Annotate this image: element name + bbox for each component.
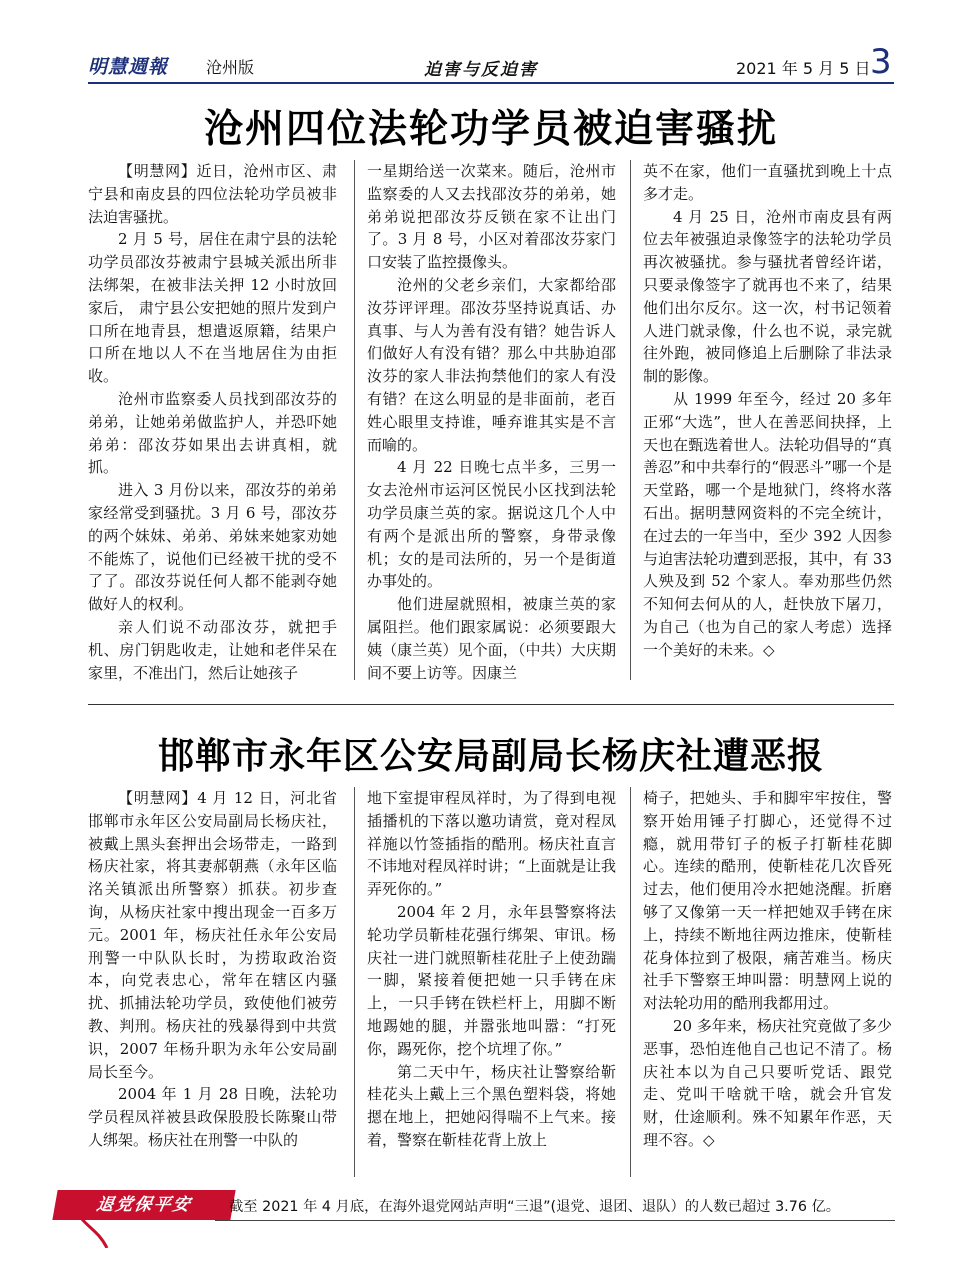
paragraph: 一星期给送一次菜来。随后，沧州市监察委的人又去找邵汝芬的弟弟，她弟弟说把邵汝芬反锁在家不让出门了。3 月 8 号，小区对着邵汝芬家门口安装了监控摄像头。 [367, 162, 616, 272]
article-separator [88, 704, 894, 705]
paragraph: 亲人们说不动邵汝芬，就把手机、房门钥匙收走，让她和老伴呆在家里，不准出门，然后让她孩子 [88, 617, 337, 682]
paragraph: 2 月 5 号，居住在肃宁县的法轮功学员邵汝芬被肃宁县城关派出所非法绑架，在被非法关押 12 小时放回家后， 肃宁县公安把她的照片发到户口所在地青县，想遣返原籍，结果户口所在地以人不在当地居住为由拒收。 [88, 230, 337, 386]
issue-date: 2021 年 5 月 5 日 [736, 59, 871, 78]
footer-notice: 截至 2021 年 4 月底，在海外退党网站声明“三退”(退党、退团、退队）的人数已超过 3.76 亿。 [229, 1199, 841, 1215]
paragraph: 20 多年来，杨庆社究竟做了多少恶事，恐怕连他自己也记不清了。杨庆社本以为自己只要听党话、跟党走、党叫干啥就干啥，就会升官发财，仕途顺利。殊不知累年作恶，天理不容。◇ [643, 1016, 892, 1149]
page-number: 3 [870, 42, 892, 82]
quit-party-badge: 退党保平安 [52, 1190, 235, 1220]
paragraph: 【明慧网】近日，沧州市区、肃宁县和南皮县的四位法轮功学员被非法迫害骚扰。 [88, 162, 337, 226]
article1-column-3 [643, 160, 892, 680]
article1-title: 沧州四位法轮功学员被迫害骚扰 [203, 107, 778, 152]
article2-column-2 [367, 787, 616, 1177]
footer-rule [215, 1220, 895, 1221]
paragraph: 4 月 25 日，沧州市南皮县有两位去年被强迫录像签字的法轮功学员再次被骚扰。参与骚扰者曾经许诺，只要录像签字了就再也不来了，结果他们出尔反尔。这一次，村书记领着人进门就录像，什么也不说，录完就往外跑，被同修追上后删除了非法录制的影像。 [643, 207, 892, 386]
paragraph: 他们进屋就照相，被康兰英的家属阻拦。他们跟家属说：必须要跟大姨（康兰英）见个面，（中共）大庆期间不要上访等。因康兰 [367, 595, 616, 682]
ribbon-tail-icon [79, 1218, 109, 1248]
masthead: 明慧週報 [88, 56, 169, 78]
column-divider [630, 160, 631, 680]
paragraph: 2004 年 1 月 28 日晚，法轮功学员程凤祥被县政保股股长陈聚山带人绑架。杨庆社在刑警一中队的 [88, 1085, 337, 1149]
paragraph: 沧州的父老乡亲们，大家都给邵汝芬评评理。邵汝芬坚持说真话、办真事、与人为善有没有错？她告诉人们做好人有没有错？那么中共胁迫邵汝芬的家人非法拘禁他们的家人有没有错？在这么明显的是非面前，老百姓心眼里支持谁，唾弃谁其实是不言而喻的。 [367, 275, 616, 454]
page-header [88, 42, 894, 82]
article1-column-2 [367, 160, 616, 680]
article1-column-1 [88, 160, 337, 680]
paragraph: 【明慧网】4 月 12 日，河北省邯郸市永年区公安局副局长杨庆社，被戴上黑头套押出会场带走，一路到杨庆社家，将其妻郝朝燕（永年区临洺关镇派出所警察）抓获。初步查询，从杨庆社家中搜出现金一百多万元。2001 年，杨庆社任永年公安局刑警一中队队长时，为捞取政治资本，向党表忠心，常年在辖区内骚扰、抓捕法轮功学员，致使他们被劳教、判刑。杨庆社的残暴得到中共赏识，2007 年杨升职为永年公安局副局长至今。 [88, 789, 337, 1081]
paragraph: 从 1999 年至今，经过 20 多年正邪“大选”，世人在善恶间抉择，上天也在甄选着世人。法轮功倡导的“真善忍”和中共奉行的“假恶斗”哪一个是天堂路，哪一个是地狱门，终将水落石出。据明慧网资料的不完全统计，在过去的一年当中，至少 392 人因参与迫害法轮功遭到恶报，其中，有 33 人殃及到 52 个家人。奉劝那些仍然不知何去何从的人，赶快放下屠刀，为自己（也为自己的家人考虑）选择一个美好的未来。◇ [643, 389, 892, 659]
column-divider [630, 787, 631, 1177]
paragraph: 地下室提审程凤祥时，为了得到电视插播机的下落以邀功请赏，竟对程凤祥施以竹签插指的酷刑。杨庆社直言不讳地对程凤祥时讲；“上面就是让我弄死你的。” [367, 789, 616, 899]
article2-column-1 [88, 787, 337, 1177]
paragraph: 英不在家，他们一直骚扰到晚上十点多才走。 [643, 162, 892, 203]
paragraph: 4 月 22 日晚七点半多，三男一女去沧州市运河区悦民小区找到法轮功学员康兰英的家。据说这几个人中有两个是派出所的警察，身带录像机；女的是司法所的，另一个是街道办事处的。 [367, 458, 616, 591]
paragraph: 进入 3 月份以来，邵汝芬的弟弟家经常受到骚扰。3 月 6 号，邵汝芬的两个妹妹、弟弟、弟妹来她家劝她不能炼了，说他们已经被干扰的受不了了。邵汝芬说任何人都不能剥夺她做好人的权利。 [88, 481, 337, 614]
paragraph: 2004 年 2 月，永年县警察将法轮功学员靳桂花强行绑架、审讯。杨庆社一进门就照靳桂花肚子上使劲踹一脚，紧接着便把她一只手铐在床上，一只手铐在铁栏杆上，用脚不断地踢她的腿，并嚣张地叫嚣：“打死你，踢死你，挖个坑埋了你。” [367, 902, 616, 1058]
column-divider [354, 160, 355, 680]
column-divider [354, 787, 355, 1177]
article2-title: 邯郸市永年区公安局副局长杨庆社遭恶报 [157, 736, 824, 777]
paragraph: 第二天中午，杨庆社让警察给靳桂花头上戴上三个黑色塑料袋，将她摁在地上，把她闷得喘不上气来。接着，警察在靳桂花背上放上 [367, 1062, 616, 1149]
section-title: 迫害与反迫害 [424, 60, 538, 80]
article2-column-3 [643, 787, 892, 1177]
edition-label: 沧州版 [206, 58, 255, 77]
header-rule [88, 82, 894, 84]
paragraph: 椅子，把她头、手和脚牢牢按住，警察开始用锤子打脚心，还觉得不过瘾，就用带钉子的板子打靳桂花脚心。连续的酷刑，使靳桂花几次昏死过去，他们便用冷水把她浇醒。折磨够了又像第一天一样把她双手铐在床上，持续不断地往两边推床，使靳桂花身体拉到了极限，痛苦难当。杨庆社手下警察王坤叫嚣：明慧网上说的对法轮功用的酷刑我都用过。 [643, 789, 892, 1013]
paragraph: 沧州市监察委人员找到邵汝芬的弟弟，让她弟弟做监护人，并恐吓她弟弟：邵汝芬如果出去讲真相，就抓。 [88, 389, 337, 477]
footer-banner [55, 1190, 895, 1250]
